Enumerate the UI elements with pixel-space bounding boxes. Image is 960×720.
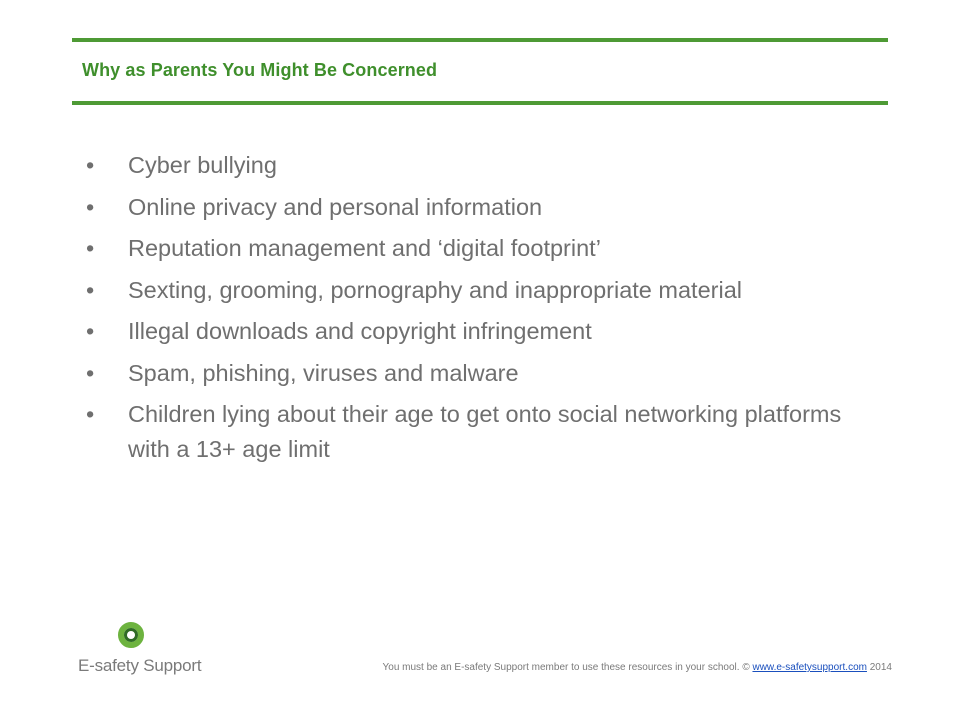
esafety-logo [78,620,202,682]
footer-prefix: You must be an E-safety Support member to use these resources in your school. © [382,662,750,673]
title-top-rule [72,38,888,42]
bullet-list [82,148,862,474]
bullet-marker: • [86,401,95,427]
ring-inner-icon [124,628,138,642]
bullet-text: Cyber bullying [128,152,277,178]
bullet-item [82,148,862,183]
bullet-text: Reputation management and ‘digital footprint’ [128,235,601,261]
bullet-marker: • [86,276,95,303]
bullet-item [82,356,862,391]
bullet-item [82,314,862,349]
bullet-marker: • [86,152,95,178]
bullet-marker: • [86,193,95,220]
logo-text: E-safety Support [78,656,202,675]
bullet-text: Spam, phishing, viruses and malware [128,359,519,386]
bullet-item [82,231,862,266]
footer-notice [383,662,893,673]
title-bottom-rule [72,101,888,105]
bullet-text: Online privacy and personal information [128,193,543,220]
bullet-text: Children lying about their age to get onto social networking platforms with a 13+ age limit [128,401,842,462]
bullet-marker: • [86,318,95,344]
bullet-item [82,397,862,467]
footer-year: 2014 [869,662,892,673]
slide-title: Why as Parents You Might Be Concerned [82,60,438,80]
footer-link[interactable]: www.e-safetysupport.com [752,662,867,673]
bullet-text: Sexting, grooming, pornography and inappropriate material [128,276,742,303]
bullet-item [82,273,862,308]
bullet-marker: • [86,359,95,386]
bullet-text: Illegal downloads and copyright infringement [128,318,592,344]
bullet-item [82,190,862,225]
bullet-marker: • [86,235,95,261]
